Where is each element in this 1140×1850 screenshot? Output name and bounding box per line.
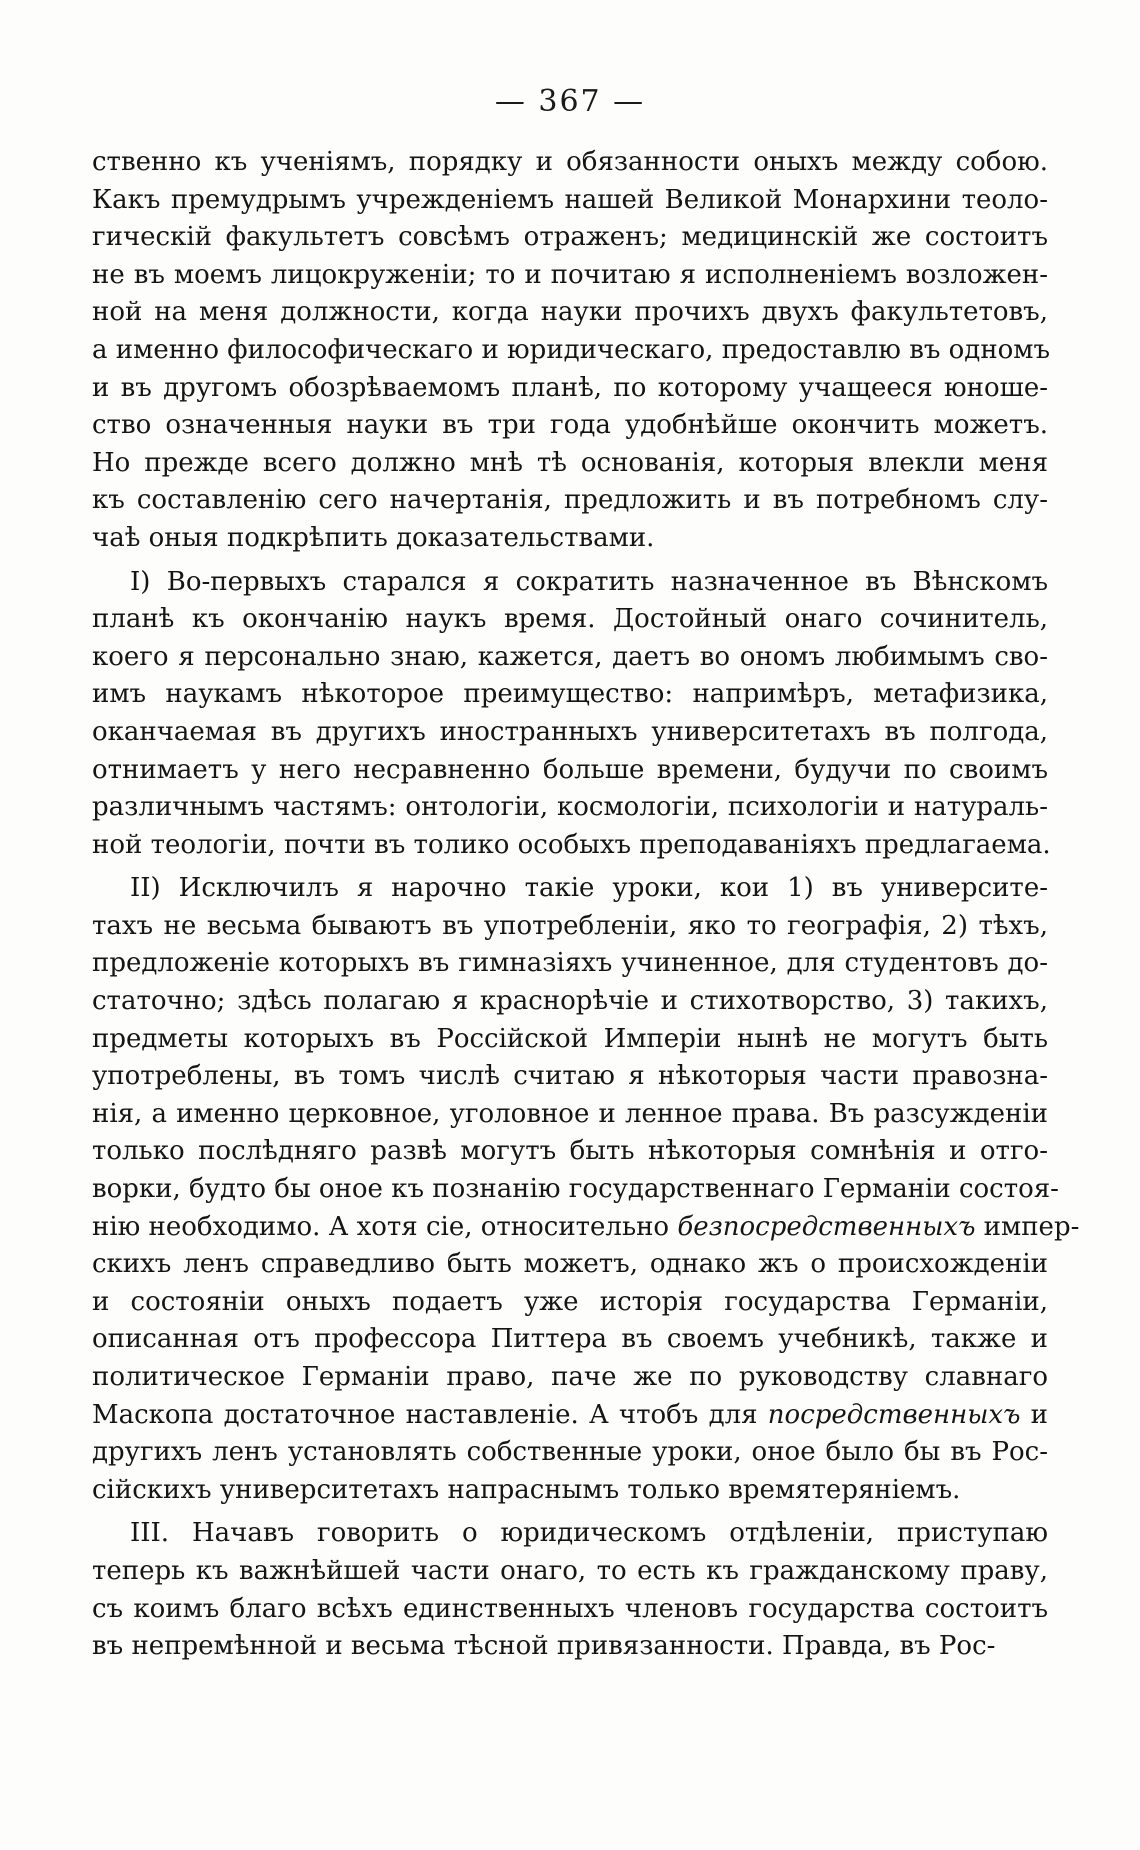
text-segment: только послѣдняго развѣ могутъ быть нѣкоторыя сомнѣнія и отго- <box>92 1136 1048 1167</box>
text-line <box>92 219 1048 257</box>
text-line <box>92 1434 1048 1472</box>
text-line <box>92 1171 1059 1209</box>
text-segment: предложеніе которыхъ въ гимназіяхъ учиненное, для студентовъ до- <box>92 948 1048 979</box>
text-segment: политическое Германіи право, паче же по руководству славнаго <box>92 1362 1048 1392</box>
text-segment: оканчаемая въ другихъ иностранныхъ университетахъ въ полгода, <box>92 716 1048 747</box>
text-line <box>92 1472 1048 1510</box>
text-line <box>92 1133 1048 1171</box>
text-line <box>92 639 1048 677</box>
text-line <box>92 332 1051 370</box>
text-line <box>92 908 1048 946</box>
text-segment: имъ наукамъ нѣкоторое преимущество: напримѣръ, метафизика, <box>92 679 1048 710</box>
text-segment: Но прежде всего должно мнѣ тѣ основанія, которыя влекли меня <box>92 447 1048 478</box>
text-line <box>92 789 1048 827</box>
text-line <box>92 945 1048 983</box>
text-segment: коего я персонально знаю, кажется, даетъ во ономъ любимымъ сво- <box>92 641 1048 672</box>
text-segment: тахъ не весьма бываютъ въ употребленіи, яко то географія, 2) тѣхъ, <box>92 910 1048 941</box>
text-line <box>92 752 1048 790</box>
text-body <box>92 144 1080 1666</box>
text-segment: I) Во-первыхъ старался я сократить назначенное въ Вѣнскомъ <box>130 566 1048 597</box>
italic-term: посредственныхъ <box>767 1399 1021 1430</box>
text-segment: ственно къ ученіямъ, порядку и обязанности оныхъ между собою. <box>92 147 1048 177</box>
text-segment: и состояніи оныхъ подаетъ уже исторія государства Германіи, <box>92 1286 1048 1317</box>
text-segment: планѣ къ окончанію наукъ время. Достойный онаго сочинитель, <box>92 604 1048 635</box>
text-segment: II) Исключилъ я нарочно такіе уроки, кои 1) въ университе- <box>130 873 1048 904</box>
text-segment: и <box>1020 1399 1049 1430</box>
text-line <box>92 564 1048 602</box>
text-segment: различнымъ частямъ: онтологіи, космологіи, психологіи и натураль- <box>92 792 1048 823</box>
text-line <box>92 601 1048 639</box>
text-segment: а именно философическаго и юридическаго, предоставлю въ одномъ <box>92 334 1051 365</box>
text-line <box>92 1628 1048 1666</box>
text-segment: отнимаетъ у него несравненно больше времени, будучи по своимъ <box>92 754 1048 785</box>
text-segment: статочно; здѣсь полагаю я краснорѣчіе и стихотворство, 3) такихъ, <box>92 986 1048 1017</box>
text-segment: теперь къ важнѣйшей части онаго, то есть къ гражданскому праву, <box>92 1555 1048 1586</box>
text-line <box>92 827 1051 865</box>
italic-term: безпосредственныхъ <box>677 1211 976 1242</box>
text-segment: гическій факультетъ совсѣмъ отраженъ; медицинскій же состоитъ <box>92 222 1048 253</box>
text-segment: предметы которыхъ въ Россійской Имперіи нынѣ не могутъ быть <box>92 1023 1048 1054</box>
text-line <box>92 520 1048 558</box>
text-line <box>92 1515 1048 1553</box>
text-line <box>92 1321 1048 1359</box>
text-line <box>92 182 1048 220</box>
text-segment: импер- <box>975 1211 1080 1242</box>
text-segment: употреблены, въ томъ числѣ считаю я нѣкоторыя части правозна- <box>92 1061 1048 1092</box>
text-segment: сійскихъ университетахъ напраснымъ только времятеряніемъ. <box>92 1474 961 1505</box>
text-segment: описанная отъ профессора Питтера въ своемъ учебникѣ, также и <box>92 1324 1048 1355</box>
text-segment: нію необходимо. А хотя сіе, относительно <box>92 1211 678 1242</box>
text-line <box>92 1058 1048 1096</box>
text-segment: и въ другомъ обозрѣваемомъ планѣ, по которому учащееся юноше- <box>92 372 1048 403</box>
text-segment: скихъ ленъ справедливо быть можетъ, однако жъ о происхожденіи <box>92 1249 1048 1280</box>
text-line <box>92 1591 1048 1629</box>
text-segment: не въ моемъ лицокруженіи; то и почитаю я исполненіемъ возложен- <box>92 259 1048 290</box>
text-line <box>92 870 1048 908</box>
text-line <box>92 1209 1080 1247</box>
text-segment: ной на меня должности, когда науки прочихъ двухъ факультетовъ, <box>92 297 1048 328</box>
text-line <box>92 1359 1048 1397</box>
text-line <box>92 144 1048 182</box>
text-segment: въ непремѣнной и весьма тѣсной привязанности. Правда, въ Рос- <box>92 1631 996 1662</box>
paragraph <box>92 144 1051 558</box>
paragraph <box>92 564 1051 865</box>
text-line <box>92 370 1048 408</box>
text-segment: Какъ премудрымъ учрежденіемъ нашей Великой Монархини теоло- <box>92 184 1048 215</box>
text-segment: ворки, будто бы оное къ познанію государственнаго Германіи состоя- <box>92 1174 1059 1205</box>
text-line <box>92 1096 1048 1134</box>
text-line <box>92 407 1048 445</box>
text-line <box>92 1397 1048 1435</box>
text-line <box>92 445 1048 483</box>
text-segment: къ составленію сего начертанія, предложить и въ потребномъ слу- <box>92 485 1048 516</box>
text-line <box>92 482 1048 520</box>
page-number: — 367 — <box>494 84 646 119</box>
text-line <box>92 983 1048 1021</box>
paragraph <box>92 870 1080 1509</box>
text-line <box>92 1553 1048 1591</box>
paragraph <box>92 1515 1048 1665</box>
text-segment: ство означенныя науки въ три года удобнѣйше окончить можетъ. <box>92 410 1048 441</box>
text-segment: Маскопа достаточное наставленіе. А чтобъ для <box>92 1399 768 1430</box>
text-line <box>92 1284 1048 1322</box>
text-line <box>92 257 1048 295</box>
text-line <box>92 714 1048 752</box>
text-line <box>92 294 1048 332</box>
text-segment: ной теологіи, почти въ толико особыхъ преподаваніяхъ предлагаема. <box>92 829 1051 860</box>
text-line <box>92 1021 1048 1059</box>
text-segment: нія, а именно церковное, уголовное и ленное права. Въ разсужденіи <box>92 1098 1048 1129</box>
text-segment: III. Начавъ говорить о юридическомъ отдѣленіи, приступаю <box>130 1518 1048 1549</box>
text-line <box>92 676 1048 714</box>
text-segment: чаѣ оныя подкрѣпить доказательствами. <box>92 522 655 553</box>
text-line <box>92 1246 1048 1284</box>
text-segment: съ коимъ благо всѣхъ единственныхъ членовъ государства состоитъ <box>92 1593 1048 1624</box>
text-segment: другихъ ленъ установлять собственные уроки, оное было бы въ Рос- <box>92 1437 1048 1468</box>
